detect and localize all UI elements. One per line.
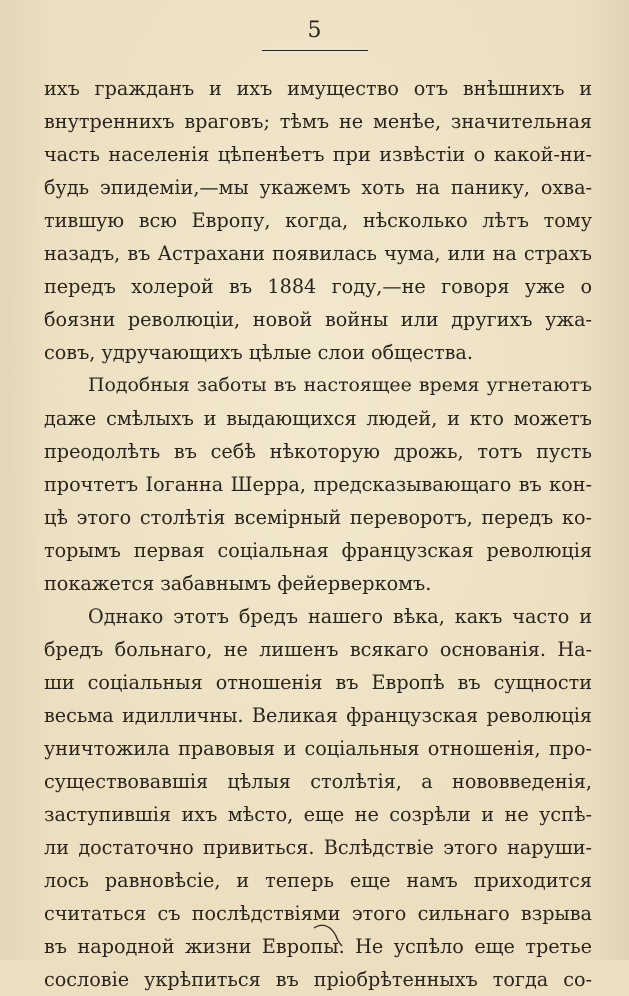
text-line: ихъ гражданъ и ихъ имущество отъ внѣшнихъ и xyxy=(44,77,592,100)
text-line: существовавшія цѣлыя столѣтія, а нововведенія, xyxy=(44,770,592,793)
header-rule xyxy=(262,50,368,51)
text-line: уничтожила правовыя и соціальныя отношенія, про- xyxy=(44,737,592,760)
text-line: бредъ больнаго, не лишенъ всякаго основанія. На- xyxy=(44,638,592,661)
text-line: Подобныя заботы въ настоящее время угнетаютъ xyxy=(88,374,592,396)
text-line: внутреннихъ враговъ; тѣмъ не менѣе, значительная xyxy=(44,110,592,133)
page-number: 5 xyxy=(307,18,322,43)
text-line: даже смѣлыхъ и выдающихся людей, и кто можетъ xyxy=(44,407,592,430)
text-line: преодолѣть въ себѣ нѣкоторую дрожь, тотъ пусть xyxy=(44,440,592,463)
text-line: цѣ этого столѣтія всемірный переворотъ, передъ ко- xyxy=(44,506,592,529)
text-line: заступившія ихъ мѣсто, еще не созрѣли и не успѣ- xyxy=(44,803,592,826)
text-line: торымъ первая соціальная французская революція xyxy=(44,539,592,562)
text-line: весьма идилличны. Великая французская революція xyxy=(44,704,592,727)
text-line: ли достаточно привиться. Вслѣдствіе этого наруши- xyxy=(44,836,592,859)
ink-mark xyxy=(310,920,350,950)
text-line: покажется забавнымъ фейерверкомъ. xyxy=(44,572,432,595)
text-line: сословіе укрѣпиться въ пріобрѣтенныхъ тогда со- xyxy=(44,968,592,991)
text-line: совъ, удручающихъ цѣлые слои общества. xyxy=(44,341,473,364)
text-line: передъ холерой въ 1884 году,—не говоря уже о xyxy=(44,275,592,298)
body-text xyxy=(44,72,592,996)
text-line: боязни революціи, новой войны или другихъ ужа- xyxy=(44,308,592,331)
paragraph xyxy=(44,72,592,369)
text-line: будь эпидеміи,—мы укажемъ хоть на панику, охва- xyxy=(44,176,592,199)
text-line: часть населенія цѣпенѣетъ при извѣстіи о какой-ни- xyxy=(44,143,592,166)
text-line: ши соціальныя отношенія въ Европѣ въ сущности xyxy=(44,671,592,694)
text-line: Однако этотъ бредъ нашего вѣка, какъ часто и xyxy=(88,605,592,628)
text-line: считаться съ послѣдствіями этого сильнаго взрыва xyxy=(44,902,592,925)
text-line: лось равновѣсіе, и теперь еще намъ приходится xyxy=(44,869,592,892)
text-line: назадъ, въ Астрахани появилась чума, или на страхъ xyxy=(44,242,592,265)
text-line: тившую всю Европу, когда, нѣсколько лѣтъ тому xyxy=(44,209,592,232)
text-line: въ народной жизни Европы. Не успѣло еще третье xyxy=(44,935,592,958)
paragraph xyxy=(44,369,592,600)
text-line: прочтетъ Іоганна Шерра, предсказывающаго въ кон- xyxy=(44,473,592,496)
